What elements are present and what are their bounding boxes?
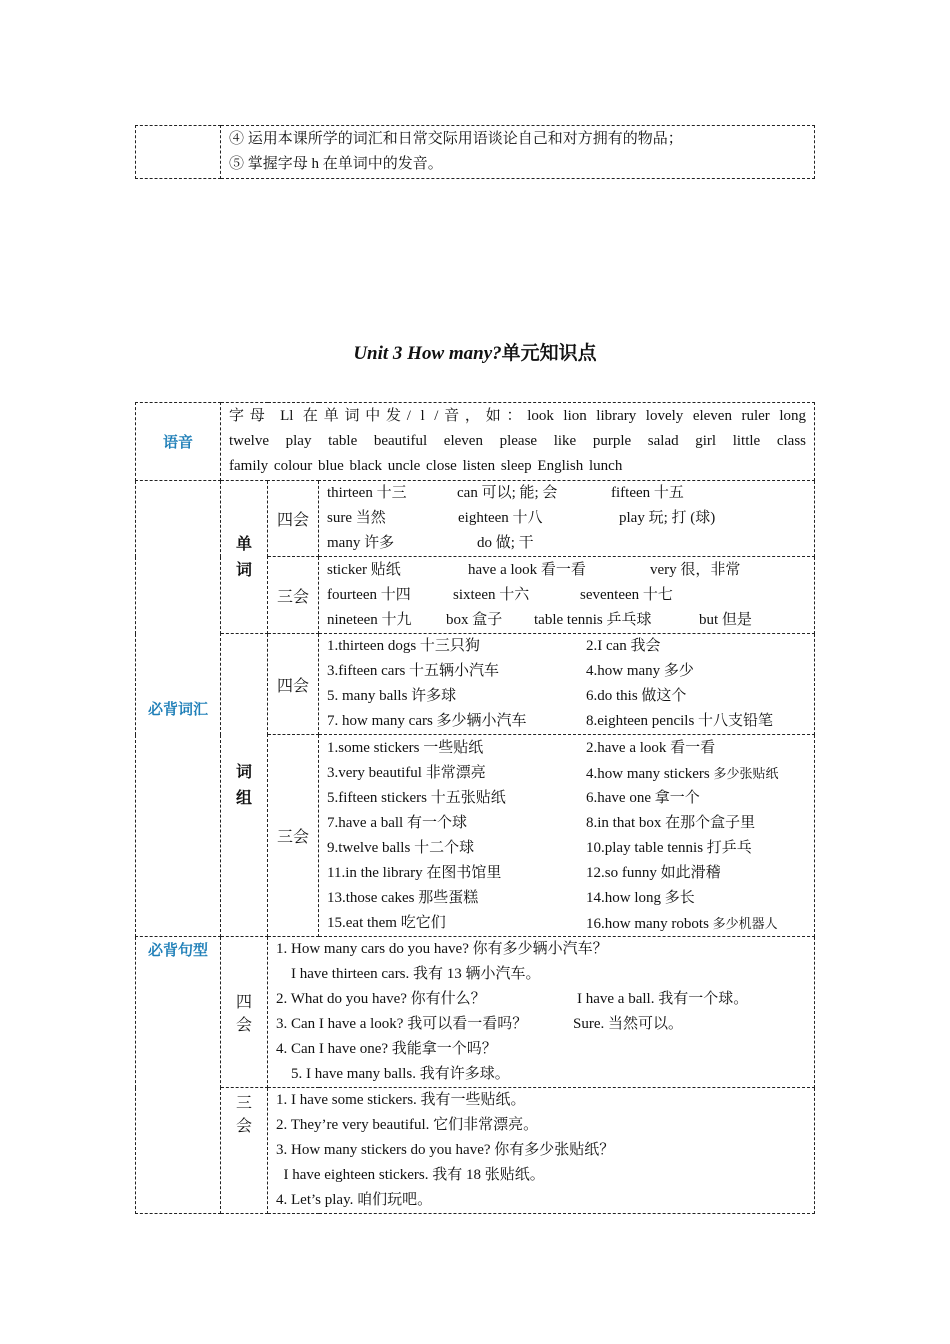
phonics-row: [136, 403, 815, 481]
phrases-label-2: 组: [235, 788, 252, 807]
phrase-zh: 多少张贴纸: [713, 766, 779, 781]
phrase: 6.do this 做这个: [586, 688, 687, 704]
objectives-label-cell: [136, 126, 221, 179]
sentence: 1. I have some stickers. 我有一些贴纸。: [276, 1092, 526, 1108]
phrases-label-cell: [221, 634, 268, 937]
word: table tennis 乒乓球: [534, 612, 652, 628]
phrase-line: [327, 736, 814, 761]
words-three-line-2: [327, 583, 814, 608]
sentences-three-content: [268, 1088, 815, 1214]
objectives-content: [221, 126, 815, 179]
objective-4: ④ 运用本课所学的词汇和日常交际用语谈论自己和对方拥有的物品；: [229, 131, 683, 147]
phrase: 4.how many 多少: [586, 663, 694, 679]
phrase-line: [327, 684, 814, 709]
sentence-line: [276, 962, 814, 987]
words-four-line-2: [327, 506, 814, 531]
words-four-level: 四会: [268, 481, 319, 557]
sentences-four-level-1: 四: [235, 992, 252, 1011]
phrase-en: 16.how many robots: [586, 916, 709, 932]
page-title-unit: Unit 3 How many?: [353, 343, 502, 364]
phrase: 7. how many cars 多少辆小汽车: [327, 713, 527, 729]
phrase: 3.very beautiful 非常漂亮: [327, 765, 486, 781]
word: but 但是: [699, 612, 752, 628]
phonics-label-cell: [136, 403, 221, 481]
sentences-three-level-1: 三: [235, 1093, 252, 1112]
words-three-line-1: [327, 558, 814, 583]
sentence: 4. Can I have one? 我能拿一个吗？: [276, 1041, 497, 1057]
vocab-label-cell: [136, 481, 221, 937]
sentence: 2. They’re very beautiful. 它们非常漂亮。: [276, 1117, 539, 1133]
phrase-line: [327, 761, 814, 786]
sentence-line: [276, 987, 814, 1012]
word: box 盒子: [446, 612, 503, 628]
words-four-line-1: [327, 481, 814, 506]
phrase-line: [327, 709, 814, 734]
phonics-label: 语音: [162, 433, 193, 451]
page-title-suffix: 单元知识点: [501, 343, 597, 364]
sentences-three-level-cell: [221, 1088, 268, 1214]
sentence-line: [276, 1037, 814, 1062]
sentences-four-level-cell: [221, 937, 268, 1088]
phrase-line: [327, 659, 814, 684]
phrase-line: [327, 786, 814, 811]
phonics-line-1: 字母 Ll 在单词中发/ l /音，如：look lion library lovely eleven ruler long: [229, 408, 806, 424]
sentence-line: [276, 937, 814, 962]
word: have a look 看一看: [468, 562, 586, 578]
phrases-three-content: [319, 735, 815, 937]
word: seventeen 十七: [580, 587, 673, 603]
phrase: 7.have a ball 有一个球: [327, 815, 467, 831]
phrase: 5. many balls 许多球: [327, 688, 457, 704]
phrases-three-level: 三会: [268, 735, 319, 937]
sentence: Sure. 当然可以。: [573, 1016, 683, 1032]
sentences-three-level-2: 会: [235, 1116, 252, 1135]
phonics-content: [221, 403, 815, 481]
phrase: [586, 911, 778, 937]
phrase: 14.how long 多长: [586, 890, 695, 906]
phrase: 8.in that box 在那个盒子里: [586, 815, 756, 831]
phrase: 1.some stickers 一些贴纸: [327, 740, 484, 756]
words-four-line-3: [327, 531, 814, 556]
sentence: 5. I have many balls. 我有许多球。: [276, 1066, 510, 1082]
phrase-en: 4.how many stickers: [586, 766, 710, 782]
sentences-four-content: [268, 937, 815, 1088]
word: play 玩; 打 (球): [619, 510, 716, 526]
word: fourteen 十四: [327, 587, 411, 603]
sentence: 4. Let’s play. 咱们玩吧。: [276, 1192, 433, 1208]
objectives-table: [135, 125, 815, 179]
word: eighteen 十八: [458, 510, 543, 526]
sentences-label: 必背句型: [147, 941, 208, 959]
phrases-four-level: 四会: [268, 634, 319, 735]
objective-5: ⑤ 掌握字母 h 在单词中的发音。: [229, 156, 443, 172]
words-label-1: 单: [235, 534, 252, 553]
phrase: 6.have one 拿一个: [586, 790, 700, 806]
phrase: 15.eat them 吃它们: [327, 915, 446, 931]
words-three-line-3: [327, 608, 814, 633]
phrases-four-content: [319, 634, 815, 735]
words-label-2: 词: [235, 560, 252, 579]
word: do 做; 干: [477, 535, 534, 551]
phonics-line-3: family colour blue black uncle close listen sleep English lunch: [229, 458, 623, 474]
page-title: [0, 338, 950, 365]
sentence-line: [276, 1012, 814, 1037]
phonics-line-2: twelve play table beautiful eleven please like purple salad girl little class: [229, 433, 806, 449]
phrase: 13.those cakes 那些蛋糕: [327, 890, 479, 906]
word: nineteen 十九: [327, 612, 412, 628]
sentence: I have a ball. 我有一个球。: [577, 991, 749, 1007]
sentence: 3. How many stickers do you have? 你有多少张贴纸？: [276, 1142, 615, 1158]
phrase: 5.fifteen stickers 十五张贴纸: [327, 790, 506, 806]
phrase: 10.play table tennis 打乒乓: [586, 840, 752, 856]
vocab-label: 必背词汇: [147, 700, 208, 718]
sentences-four-row: [136, 937, 815, 1088]
sentence: 2. What do you have? 你有什么？: [276, 991, 486, 1007]
phrase-line: [327, 836, 814, 861]
phrase-zh: 多少机器人: [712, 916, 778, 931]
word: can 可以; 能; 会: [457, 485, 558, 501]
sentences-label-cell: [136, 937, 221, 1214]
phrase: 2.have a look 看一看: [586, 740, 716, 756]
word: many 许多: [327, 535, 395, 551]
phrase: [586, 761, 779, 787]
phrase: 1.thirteen dogs 十三只狗: [327, 638, 480, 654]
sentence: 3. Can I have a look? 我可以看一看吗？: [276, 1016, 528, 1032]
words-three-content: [319, 557, 815, 634]
word: very 很，非常: [650, 562, 741, 578]
phrase: 8.eighteen pencils 十八支铅笔: [586, 713, 774, 729]
phrase-line: [327, 811, 814, 836]
phrases-four-row: [136, 634, 815, 735]
words-three-level: 三会: [268, 557, 319, 634]
word: sixteen 十六: [453, 587, 530, 603]
sentences-four-level-2: 会: [235, 1015, 252, 1034]
sentence: I have thirteen cars. 我有 13 辆小汽车。: [276, 966, 541, 982]
words-label-cell: [221, 481, 268, 634]
words-four-row: [136, 481, 815, 557]
phrase: 3.fifteen cars 十五辆小汽车: [327, 663, 500, 679]
sentence: 1. How many cars do you have? 你有多少辆小汽车？: [276, 941, 608, 957]
phrase-line: [327, 861, 814, 886]
phrase: 2.I can 我会: [586, 638, 661, 654]
word: sticker 贴纸: [327, 562, 401, 578]
word: sure 当然: [327, 510, 386, 526]
sentence-line: [276, 1062, 814, 1087]
phrase-line: [327, 911, 814, 936]
word: thirteen 十三: [327, 485, 407, 501]
phrases-label-1: 词: [235, 762, 252, 781]
phrase: 9.twelve balls 十二个球: [327, 840, 475, 856]
phrase: 11.in the library 在图书馆里: [327, 865, 502, 881]
phrase-line: [327, 634, 814, 659]
phrase: 12.so funny 如此滑稽: [586, 865, 721, 881]
knowledge-table: [135, 402, 815, 1214]
sentences-three-row: [136, 1088, 815, 1214]
word: fifteen 十五: [611, 485, 684, 501]
words-four-content: [319, 481, 815, 557]
phrase-line: [327, 886, 814, 911]
sentence: I have eighteen stickers. 我有 18 张贴纸。: [276, 1167, 545, 1183]
